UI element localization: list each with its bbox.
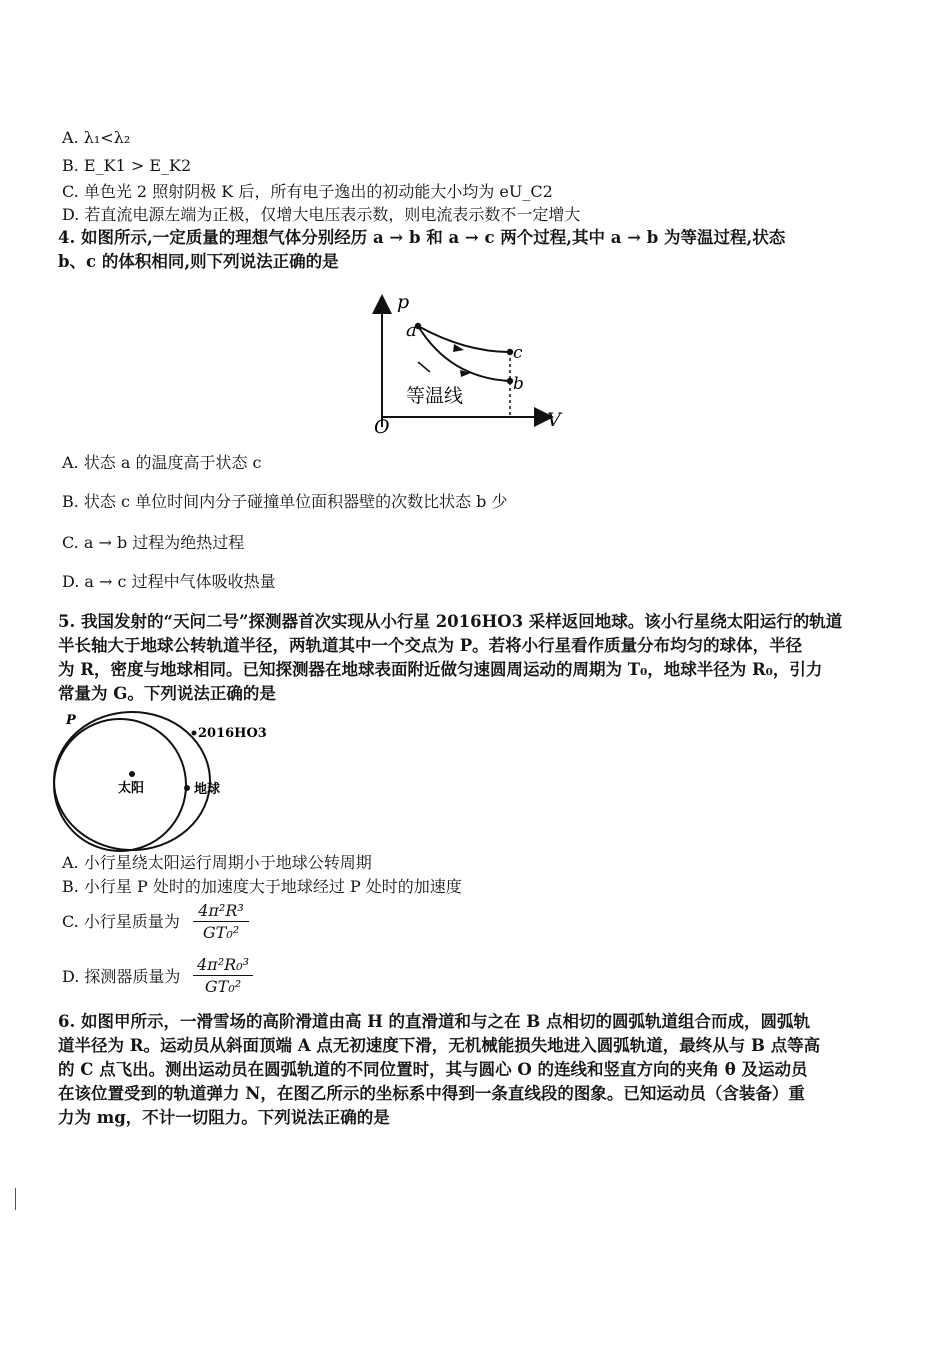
q4-option-d: D. a → c 过程中气体吸收热量: [62, 572, 276, 591]
label-asteroid: 2016HO3: [198, 726, 267, 741]
q5-stem-line-2: 半长轴大于地球公转轨道半径，两轨道其中一个交点为 P。若将小行星看作质量分布均匀的球体，半径: [58, 636, 803, 655]
q4-stem: [58, 226, 858, 274]
formula-c-numerator: 4π²R³: [193, 901, 249, 922]
label-v: V: [547, 409, 561, 431]
q6-stem-line-2: 道半径为 R。运动员从斜面顶端 A 点无初速度下滑，无机械能损失地进入圆弧轨道，最终从与 B 点等高: [58, 1036, 821, 1055]
q4-option-b: B. 状态 c 单位时间内分子碰撞单位面积器壁的次数比状态 b 少: [62, 492, 508, 511]
q6-stem-line-4: 在该位置受到的轨道弹力 N，在图乙所示的坐标系中得到一条直线段的图象。已知运动员（含装备）重: [58, 1084, 805, 1103]
label-a: a: [406, 320, 417, 341]
label-sun: 太阳: [118, 781, 145, 796]
label-origin: O: [374, 416, 390, 438]
q3-option-c: C. 单色光 2 照射阴极 K 后，所有电子逸出的初动能大小均为 eU_C2: [62, 182, 553, 201]
q4-option-c: C. a → b 过程为绝热过程: [62, 533, 245, 552]
q4-stem-line-2: b、c 的体积相同,则下列说法正确的是: [58, 252, 339, 271]
q4-stem-line-1: 4. 如图所示,一定质量的理想气体分别经历 a → b 和 a → c 两个过程,其中 a → b 为等温过程,状态: [58, 228, 786, 247]
label-p-point: P: [66, 713, 76, 728]
q5-option-c: C. 小行星质量为: [62, 912, 180, 931]
q3-option-b: B. E_K1 > E_K2: [62, 156, 192, 175]
q5-orbit-diagram: [50, 706, 270, 856]
label-isotherm: 等温线: [406, 385, 464, 407]
q6-stem-line-3: 的 C 点飞出。测出运动员在圆弧轨道的不同位置时，其与圆心 O 的连线和竖直方向的夹角 θ 及运动员: [58, 1060, 808, 1079]
q5-stem: [58, 610, 858, 706]
asteroid-dot: [192, 731, 197, 736]
q5-option-d: D. 探测器质量为: [62, 967, 181, 986]
label-c: c: [513, 343, 523, 363]
scan-margin-mark: [15, 1188, 16, 1210]
formula-d: [193, 955, 253, 998]
formula-c-denominator: GT₀²: [202, 923, 240, 942]
q4-option-a: A. 状态 a 的温度高于状态 c: [62, 453, 262, 472]
q5-stem-line-1: 5. 我国发射的“天问二号”探测器首次实现从小行星 2016HO3 采样返回地球。该小行星绕太阳运行的轨道: [58, 612, 843, 631]
q6-stem-line-1: 6. 如图甲所示，一滑雪场的高阶滑道由高 H 的直滑道和与之在 B 点相切的圆弧轨道组合而成，圆弧轨: [58, 1012, 810, 1031]
formula-c: [193, 901, 249, 944]
earth-dot: [184, 785, 190, 791]
label-earth: 地球: [194, 782, 221, 797]
q3-option-d: D. 若直流电源左端为正极，仅增大电压表示数，则电流表示数不一定增大: [62, 205, 581, 224]
formula-d-denominator: GT₀²: [204, 977, 242, 996]
q5-option-b: B. 小行星 P 处时的加速度大于地球经过 P 处时的加速度: [62, 877, 462, 896]
q6-stem: [58, 1010, 858, 1130]
q5-stem-line-4: 常量为 G。下列说法正确的是: [58, 684, 276, 703]
isotherm-pointer: [418, 362, 430, 372]
label-b: b: [513, 374, 524, 394]
q3-option-a: A. λ₁<λ₂: [62, 128, 131, 147]
q4-pv-diagram: [370, 290, 570, 440]
label-p: p: [397, 291, 410, 313]
sun-dot: [129, 771, 135, 777]
q5-stem-line-3: 为 R，密度与地球相同。已知探测器在地球表面附近做匀速圆周运动的周期为 T₀，地球半径为 R₀，引力: [58, 660, 823, 679]
curve-a-c: [418, 326, 510, 352]
q6-stem-line-5: 力为 mg，不计一切阻力。下列说法正确的是: [58, 1108, 390, 1127]
q5-option-a: A. 小行星绕太阳运行周期小于地球公转周期: [62, 853, 372, 872]
formula-d-numerator: 4π²R₀³: [193, 955, 253, 976]
